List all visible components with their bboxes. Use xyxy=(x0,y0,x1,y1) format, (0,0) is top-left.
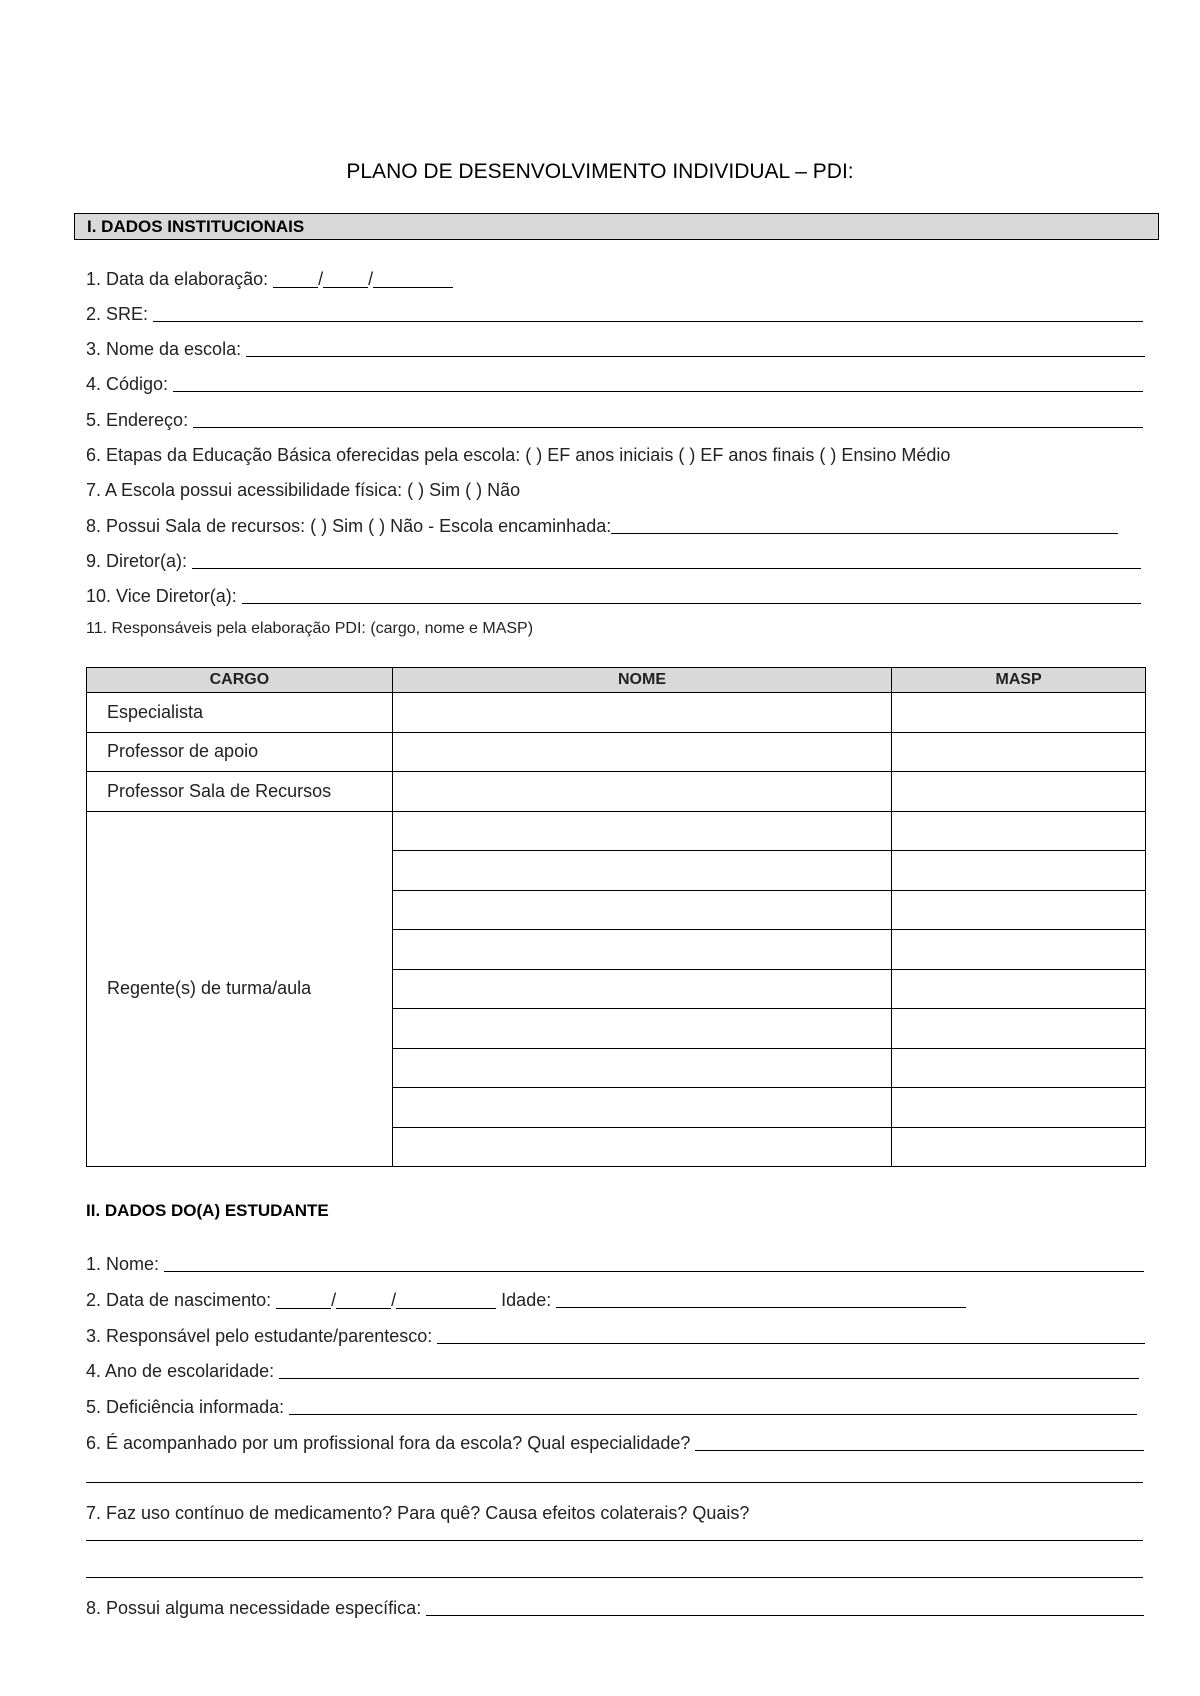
nome-cell[interactable] xyxy=(392,693,891,733)
field-necessidade[interactable] xyxy=(86,1595,1144,1619)
responsaveis-table xyxy=(86,667,1146,1167)
field-acessibilidade[interactable] xyxy=(86,477,520,501)
fill-line[interactable] xyxy=(153,320,1143,322)
month-blank[interactable] xyxy=(323,271,368,288)
fill-line[interactable] xyxy=(192,567,1141,569)
fill-line[interactable] xyxy=(437,1342,1145,1344)
fill-line[interactable] xyxy=(246,355,1145,357)
date-slash: / xyxy=(318,269,324,289)
field-label: 3. Nome da escola: xyxy=(86,339,242,359)
masp-cell[interactable] xyxy=(892,1088,1146,1128)
nome-cell[interactable] xyxy=(392,930,891,970)
answer-line[interactable] xyxy=(86,1577,1143,1578)
table-row xyxy=(87,693,1146,733)
masp-cell[interactable] xyxy=(892,851,1146,891)
fill-line[interactable] xyxy=(242,602,1141,604)
field-label: 2. Data de nascimento: xyxy=(86,1290,272,1310)
field-label: 3. Responsável pelo estudante/parentesco: xyxy=(86,1326,433,1346)
page-title: PLANO DE DESENVOLVIMENTO INDIVIDUAL – PDI: xyxy=(346,160,854,183)
fill-line[interactable] xyxy=(164,1270,1144,1272)
field-ano[interactable] xyxy=(86,1358,1139,1382)
nome-cell[interactable] xyxy=(392,1048,891,1088)
field-label: 1. Nome: xyxy=(86,1254,160,1274)
field-data-elaboracao[interactable] xyxy=(86,266,506,290)
cargo-cell: Professor Sala de Recursos xyxy=(87,772,393,812)
field-sre[interactable] xyxy=(86,301,1143,325)
column-header-masp: MASP xyxy=(892,668,1146,693)
idade-label: Idade: xyxy=(501,1290,552,1310)
month-blank[interactable] xyxy=(336,1292,391,1309)
masp-cell[interactable] xyxy=(892,732,1146,772)
masp-cell[interactable] xyxy=(892,1048,1146,1088)
field-nascimento[interactable] xyxy=(86,1287,966,1311)
field-responsavel[interactable] xyxy=(86,1323,1145,1347)
field-label: 8. Possui Sala de recursos: ( ) Sim ( ) Não - Escola encaminhada: xyxy=(86,516,612,536)
table-row xyxy=(87,732,1146,772)
year-blank[interactable] xyxy=(373,271,453,288)
field-label: 4. Ano de escolaridade: xyxy=(86,1361,275,1381)
masp-cell[interactable] xyxy=(892,890,1146,930)
field-label: 10. Vice Diretor(a): xyxy=(86,586,237,606)
nome-cell[interactable] xyxy=(392,772,891,812)
fill-line[interactable] xyxy=(289,1413,1137,1415)
nome-cell[interactable] xyxy=(392,732,891,772)
field-endereco[interactable] xyxy=(86,407,1143,431)
masp-cell[interactable] xyxy=(892,693,1146,733)
responsaveis-label: 11. Responsáveis pela elaboração PDI: (cargo, nome e MASP) xyxy=(86,620,534,637)
fill-line[interactable] xyxy=(611,532,1118,534)
nome-cell[interactable] xyxy=(392,1009,891,1049)
masp-cell[interactable] xyxy=(892,1127,1146,1167)
table-row xyxy=(87,811,1146,851)
section-heading-estudante: II. DADOS DO(A) ESTUDANTE xyxy=(86,1201,329,1220)
cargo-cell: Professor de apoio xyxy=(87,732,393,772)
field-label: 1. Data da elaboração: xyxy=(86,269,269,289)
date-slash: / xyxy=(368,269,374,289)
nome-cell[interactable] xyxy=(392,1088,891,1128)
fill-line[interactable] xyxy=(279,1377,1139,1379)
field-label: 6. Etapas da Educação Básica oferecidas pela escola: ( ) EF anos iniciais ( ) EF anos finais ( ) Ensino Médio xyxy=(86,445,951,465)
field-label: 7. A Escola possui acessibilidade física: ( ) Sim ( ) Não xyxy=(86,480,521,500)
field-nome-escola[interactable] xyxy=(86,336,1145,360)
masp-cell[interactable] xyxy=(892,772,1146,812)
field-label: 6. É acompanhado por um profissional fora da escola? Qual especialidade? xyxy=(86,1433,691,1453)
field-deficiencia[interactable] xyxy=(86,1394,1137,1418)
field-label: 2. SRE: xyxy=(86,304,149,324)
section-heading-institucionais: I. DADOS INSTITUCIONAIS xyxy=(74,213,1159,240)
field-diretor[interactable] xyxy=(86,548,1141,572)
cargo-cell-regente: Regente(s) de turma/aula xyxy=(87,811,393,1167)
field-label: 5. Endereço: xyxy=(86,410,189,430)
masp-cell[interactable] xyxy=(892,811,1146,851)
column-header-cargo: CARGO xyxy=(87,668,393,693)
field-label: 7. Faz uso contínuo de medicamento? Para quê? Causa efeitos colaterais? Quais? xyxy=(86,1503,750,1523)
field-vice-diretor[interactable] xyxy=(86,583,1141,607)
day-blank[interactable] xyxy=(273,271,318,288)
field-medicamento[interactable] xyxy=(86,1500,749,1524)
field-nome[interactable] xyxy=(86,1251,1144,1275)
field-label: 9. Diretor(a): xyxy=(86,551,188,571)
masp-cell[interactable] xyxy=(892,1009,1146,1049)
field-sala-recursos[interactable] xyxy=(86,513,1118,537)
nome-cell[interactable] xyxy=(392,969,891,1009)
date-slash: / xyxy=(391,1290,397,1310)
nome-cell[interactable] xyxy=(392,851,891,891)
field-label: 8. Possui alguma necessidade específica: xyxy=(86,1598,422,1618)
answer-line[interactable] xyxy=(86,1540,1143,1541)
field-etapas[interactable] xyxy=(86,442,950,466)
field-label: 5. Deficiência informada: xyxy=(86,1397,285,1417)
answer-line[interactable] xyxy=(86,1482,1143,1483)
column-header-nome: NOME xyxy=(392,668,891,693)
fill-line[interactable] xyxy=(426,1614,1144,1616)
field-label: 4. Código: xyxy=(86,374,169,394)
date-slash: / xyxy=(331,1290,337,1310)
table-row xyxy=(87,772,1146,812)
year-blank[interactable] xyxy=(396,1292,496,1309)
nome-cell[interactable] xyxy=(392,1127,891,1167)
fill-line[interactable] xyxy=(556,1306,966,1308)
fill-line[interactable] xyxy=(695,1449,1144,1451)
masp-cell[interactable] xyxy=(892,930,1146,970)
nome-cell[interactable] xyxy=(392,811,891,851)
fill-line[interactable] xyxy=(193,426,1143,428)
nome-cell[interactable] xyxy=(392,890,891,930)
masp-cell[interactable] xyxy=(892,969,1146,1009)
fill-line[interactable] xyxy=(173,390,1143,392)
cargo-cell: Especialista xyxy=(87,693,393,733)
field-profissional[interactable] xyxy=(86,1430,1144,1454)
day-blank[interactable] xyxy=(276,1292,331,1309)
field-codigo[interactable] xyxy=(86,371,1143,395)
